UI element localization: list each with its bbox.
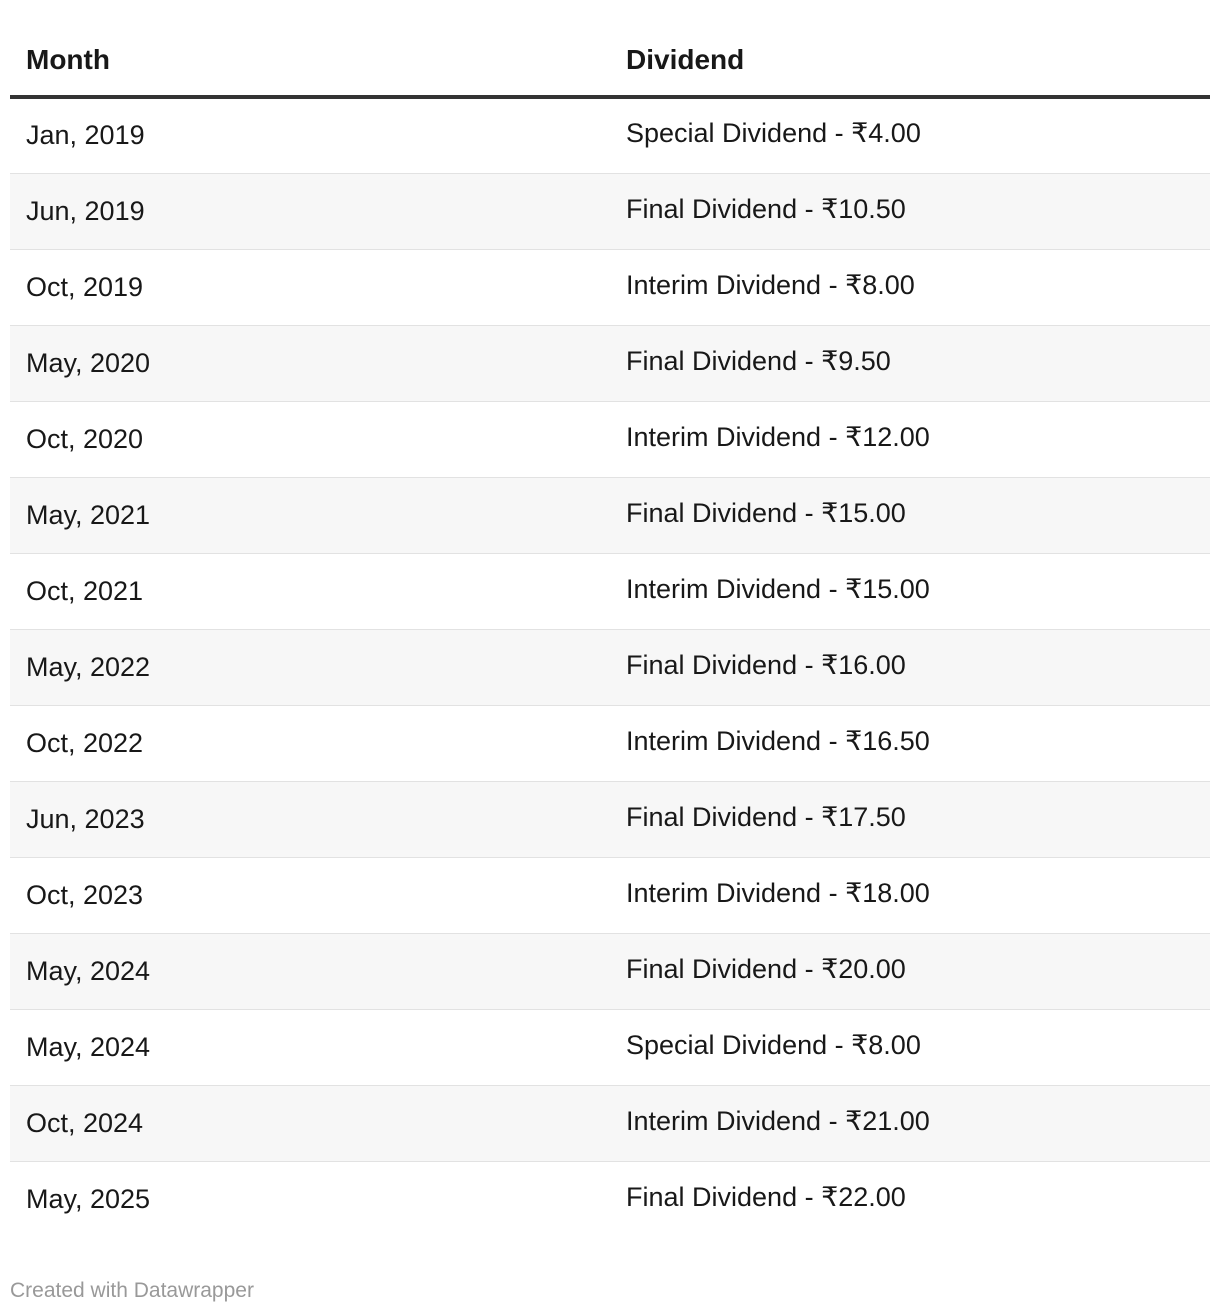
cell-month: May, 2021	[10, 477, 610, 553]
cell-month: Oct, 2021	[10, 553, 610, 629]
cell-dividend: Interim Dividend - ₹21.00	[610, 1085, 1210, 1161]
cell-dividend: Special Dividend - ₹8.00	[610, 1009, 1210, 1085]
cell-dividend: Final Dividend - ₹15.00	[610, 477, 1210, 553]
table-row	[10, 325, 1210, 401]
table-row	[10, 97, 1210, 173]
cell-dividend: Final Dividend - ₹22.00	[626, 1181, 906, 1212]
cell-month: May, 2024	[10, 933, 610, 1009]
cell-month: Jan, 2019	[10, 97, 610, 173]
table-row	[10, 1161, 1210, 1237]
cell-month: Oct, 2024	[10, 1085, 610, 1161]
cell-month: Jun, 2019	[10, 173, 610, 249]
cell-dividend: Interim Dividend - ₹15.00	[610, 553, 1210, 629]
column-header-month: Month	[10, 24, 610, 97]
cell-dividend: Final Dividend - ₹20.00	[610, 933, 1210, 1009]
table-row	[10, 249, 1210, 325]
header-row	[10, 24, 1210, 97]
table-row	[10, 553, 1210, 629]
cell-month: Oct, 2023	[10, 857, 610, 933]
cell-month: Jun, 2023	[10, 781, 610, 857]
table-row	[10, 1085, 1210, 1161]
table-row	[10, 173, 1210, 249]
table-row	[10, 1009, 1210, 1085]
datawrapper-credit: Created with Datawrapper	[10, 1279, 254, 1302]
cell-dividend: Final Dividend - ₹16.00	[610, 629, 1210, 705]
dividend-table	[10, 24, 1210, 1237]
table-row	[10, 933, 1210, 1009]
cell-month: May, 2022	[10, 629, 610, 705]
cell-dividend: Final Dividend - ₹9.50	[610, 325, 1210, 401]
cell-month: Oct, 2019	[10, 249, 610, 325]
cell-dividend: Final Dividend - ₹10.50	[610, 173, 1210, 249]
cell-month: Oct, 2022	[10, 705, 610, 781]
column-header-dividend: Dividend	[610, 24, 1210, 97]
dividend-table-container	[10, 24, 1210, 1237]
table-row	[10, 401, 1210, 477]
cell-dividend: Interim Dividend - ₹18.00	[610, 857, 1210, 933]
table-row	[10, 781, 1210, 857]
cell-month: May, 2025	[26, 1183, 151, 1214]
cell-dividend: Interim Dividend - ₹12.00	[610, 401, 1210, 477]
cell-dividend: Interim Dividend - ₹8.00	[610, 249, 1210, 325]
table-row	[10, 705, 1210, 781]
cell-month: May, 2024	[10, 1009, 610, 1085]
table-row	[10, 857, 1210, 933]
table-header	[10, 24, 1210, 97]
cell-dividend: Special Dividend - ₹4.00	[610, 97, 1210, 173]
cell-month: Oct, 2020	[10, 401, 610, 477]
table-row	[10, 477, 1210, 553]
table-row	[10, 629, 1210, 705]
table-body	[10, 97, 1210, 1237]
cell-dividend: Interim Dividend - ₹16.50	[610, 705, 1210, 781]
cell-dividend: Final Dividend - ₹17.50	[610, 781, 1210, 857]
cell-month: May, 2020	[10, 325, 610, 401]
